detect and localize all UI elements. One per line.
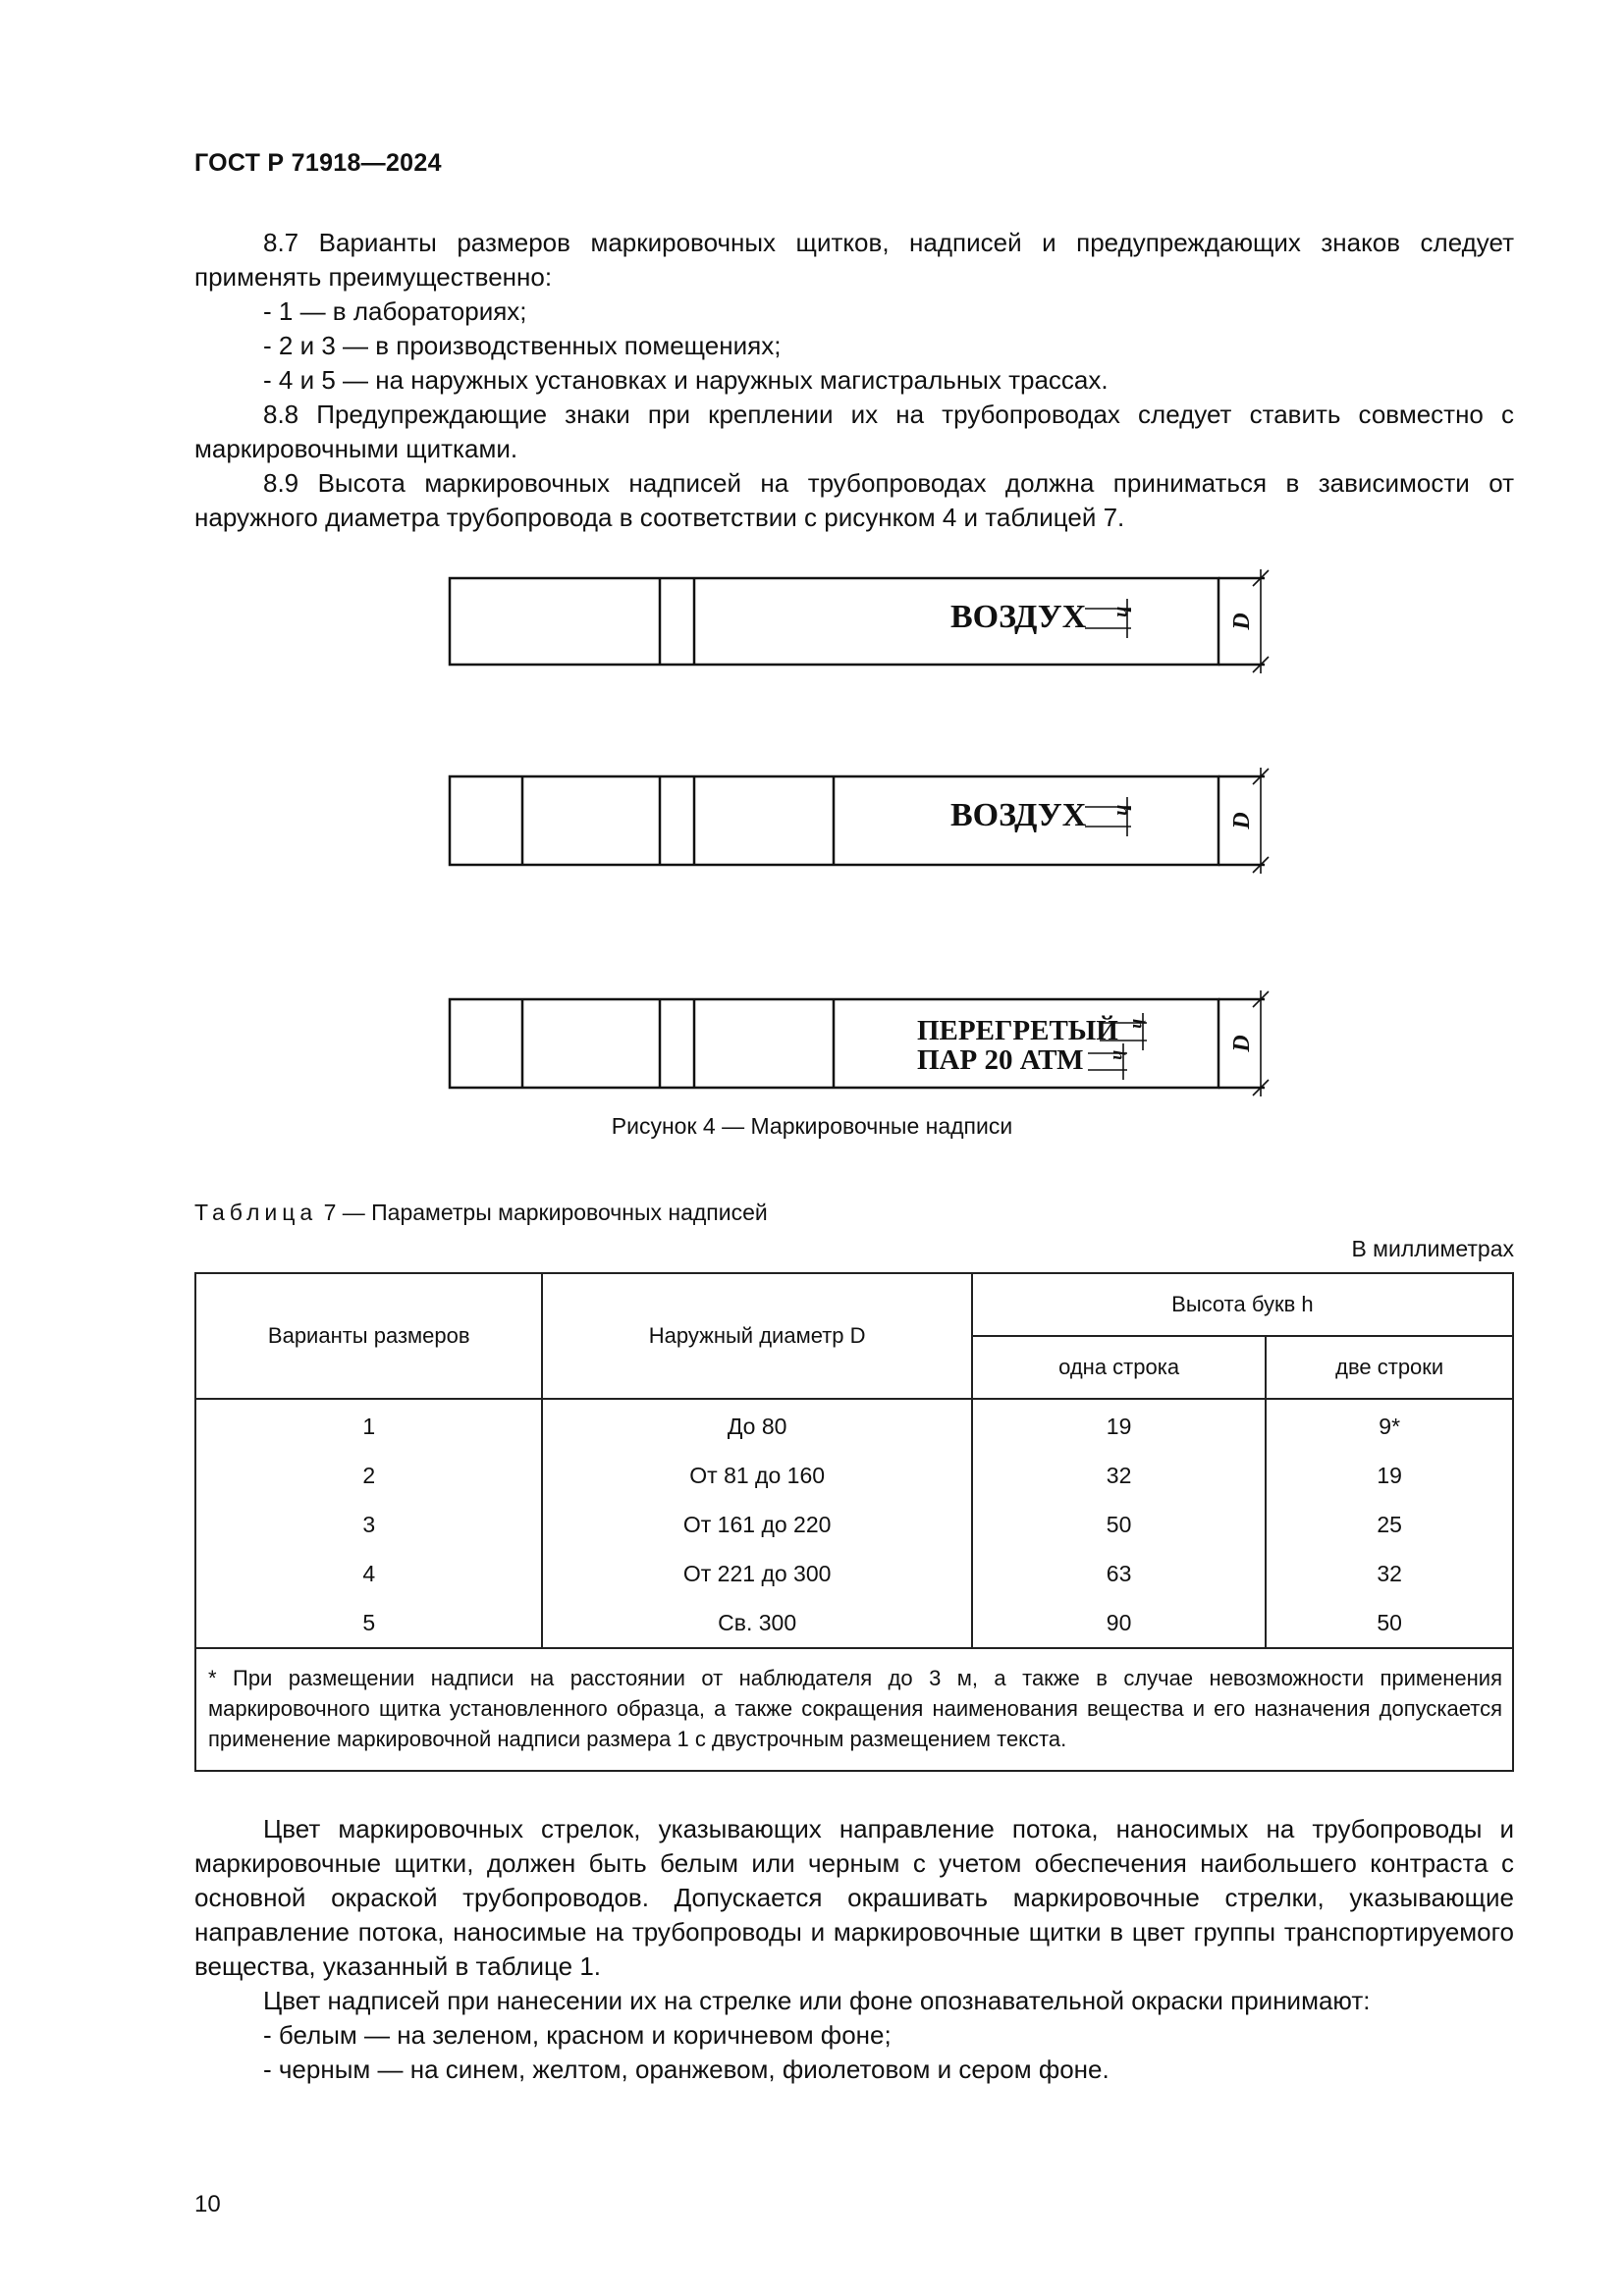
label-text-3-line-2: ПАР 20 АТМ [917, 1044, 1084, 1076]
cell-diameter: От 221 до 300 [542, 1549, 971, 1598]
label-text-2: ВОЗДУХ [950, 797, 1087, 833]
label-text-3-line-1: ПЕРЕГРЕТЫЙ [917, 1015, 1118, 1046]
label-text-1: ВОЗДУХ [950, 599, 1087, 635]
header-diameter: Наружный диаметр D [542, 1273, 971, 1399]
cell-two-lines: 9* [1266, 1399, 1513, 1451]
cell-variant: 3 [195, 1500, 542, 1549]
paragraph-8-8: 8.8 Предупреждающие знаки при креплении их на трубопроводах следует ставить совместно с маркировочными щитками. [194, 400, 1514, 463]
label-plate-1 [450, 578, 1218, 665]
cell-one-line: 90 [972, 1598, 1267, 1648]
paragraph-8-9: 8.9 Высота маркировочных надписей на трубопроводах должна приниматься в зависимости от наружного диаметра трубопровода в соответствии с рисунком 4 и таблицей 7. [194, 468, 1514, 532]
paragraph-8-7: 8.7 Варианты размеров маркировочных щитков, надписей и предупреждающих знаков следует применять преимущественно: [194, 228, 1514, 292]
header-letter-height: Высота букв h [972, 1273, 1513, 1336]
table-caption-title: 7 — Параметры маркировочных надписей [317, 1200, 768, 1225]
paragraph-text-color: Цвет надписей при нанесении их на стрелке или фоне опознавательной окраски принимают: [263, 1986, 1371, 2015]
paragraph-arrow-color: Цвет маркировочных стрелок, указывающих направление потока, наносимых на трубопроводы и маркировочные щитки, должен быть белым или черным с учетом обеспечения наибольшего контраста с основной окраской трубопроводов. Допускается окрашивать маркировочные стрелки, указывающие направление потока, наносимые на трубопроводы и маркировочные щитки в цвет группы транспортируемого вещества, указанный в таблице 1. [194, 1814, 1514, 1981]
list-item: - 1 — в лабораториях; [263, 296, 527, 326]
dim-d-label: D [1229, 1035, 1255, 1052]
cell-one-line: 63 [972, 1549, 1267, 1598]
dim-h-label: h [1129, 1019, 1149, 1030]
figure-4-marking-labels [0, 560, 1624, 1109]
dim-h-label: h [1112, 607, 1134, 618]
document-header: ГОСТ Р 71918—2024 [194, 149, 442, 177]
header-one-line: одна строка [972, 1336, 1267, 1399]
figure-caption: Рисунок 4 — Маркировочные надписи [611, 1113, 1013, 1139]
cell-one-line: 32 [972, 1451, 1267, 1500]
list-item: - белым — на зеленом, красном и коричневом фоне; [263, 2020, 892, 2050]
table-caption [194, 1200, 768, 1226]
dim-d-label: D [1229, 812, 1255, 829]
cell-two-lines: 19 [1266, 1451, 1513, 1500]
parameters-table [194, 1272, 1514, 1772]
table-caption-word: Таблица [194, 1200, 318, 1225]
table-row [195, 1549, 1513, 1598]
table-row [195, 1399, 1513, 1451]
cell-diameter: До 80 [542, 1399, 971, 1451]
cell-variant: 1 [195, 1399, 542, 1451]
cell-two-lines: 32 [1266, 1549, 1513, 1598]
cell-variant: 5 [195, 1598, 542, 1648]
table-units: В миллиметрах [1351, 1236, 1514, 1261]
dim-h-label: h [1110, 1050, 1129, 1061]
cell-one-line: 50 [972, 1500, 1267, 1549]
cell-variant: 2 [195, 1451, 542, 1500]
table-row [195, 1451, 1513, 1500]
cell-one-line: 19 [972, 1399, 1267, 1451]
list-item: - 4 и 5 — на наружных установках и наружных магистральных трассах. [263, 365, 1109, 395]
cell-two-lines: 50 [1266, 1598, 1513, 1648]
table-footnote: * При размещении надписи на расстоянии от наблюдателя до 3 м, а также в случае невозможности применения маркировочного щитка установленного образца, а также сокращения наименования вещества и его назначения допускается применение маркировочной надписи размера 1 с двустрочным размещением текста. [195, 1648, 1513, 1771]
dim-h-label: h [1112, 805, 1134, 817]
header-variant: Варианты размеров [195, 1273, 542, 1399]
header-two-lines: две строки [1266, 1336, 1513, 1399]
list-item: - черным — на синем, желтом, оранжевом, фиолетовом и сером фоне. [263, 2055, 1110, 2084]
list-item: - 2 и 3 — в производственных помещениях; [263, 331, 782, 360]
cell-two-lines: 25 [1266, 1500, 1513, 1549]
cell-diameter: От 161 до 220 [542, 1500, 971, 1549]
table-row [195, 1500, 1513, 1549]
cell-diameter: Св. 300 [542, 1598, 971, 1648]
dim-d-label: D [1229, 613, 1255, 630]
table-row [195, 1598, 1513, 1648]
cell-variant: 4 [195, 1549, 542, 1598]
cell-diameter: От 81 до 160 [542, 1451, 971, 1500]
page-number: 10 [194, 2191, 221, 2217]
